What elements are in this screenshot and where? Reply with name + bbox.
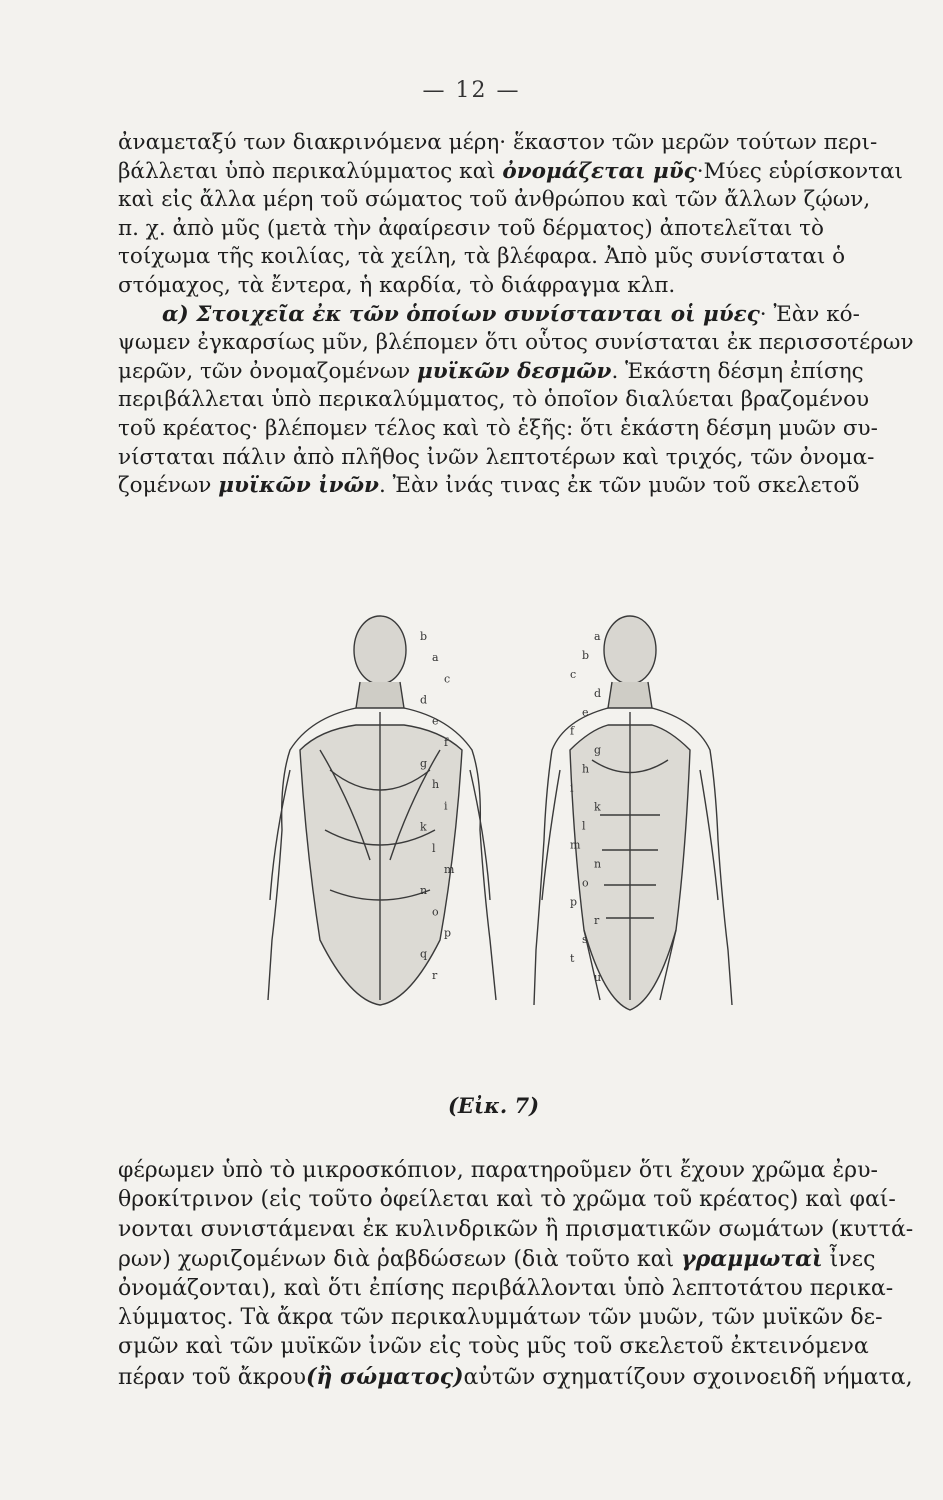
figure-label: n xyxy=(420,884,428,898)
figure-label: k xyxy=(420,820,427,834)
text-run: τοῦ κρέατος· βλέπομεν τέλος καὶ τὸ ἑξῆς: ὅτι ἑκάστη δέσμη μυῶν συ- xyxy=(118,415,878,441)
text-run: π. χ. ἀπὸ μῦς (μετὰ τὴν ἀφαίρεσιν τοῦ δέρματος) ἀποτελεῖται τὸ xyxy=(118,215,824,241)
text-line xyxy=(118,1363,913,1393)
emphasized-term: γραμμωταὶ xyxy=(681,1246,823,1273)
figure-label: i xyxy=(444,799,448,813)
text-line xyxy=(118,216,908,245)
figure-label: a xyxy=(432,651,439,665)
figure-back-view xyxy=(268,616,496,1005)
text-run: ἀναμεταξύ των διακρινόμενα μέρη· ἕκαστον τῶν μερῶν τούτων περι- xyxy=(118,130,878,155)
emphasized-term: ὀνομάζεται μῦς xyxy=(502,158,697,184)
figure-label: l xyxy=(432,841,436,855)
emphasized-term: α) Στοιχεῖα ἐκ τῶν ὁποίων συνίστανται οἱ μύες xyxy=(162,301,760,327)
figure-label: g xyxy=(420,757,428,771)
text-run: νίσταται πάλιν ἀπὸ πλῆθος ἰνῶν λεπτοτέρων καὶ τριχός, τῶν ὀνομα- xyxy=(118,444,875,470)
figure-label: d xyxy=(594,686,602,700)
figure-label: s xyxy=(582,933,588,947)
emphasized-term: μυϊκῶν δεσμῶν xyxy=(417,358,612,384)
text-run: φέρωμεν ὑπὸ τὸ μικροσκόπιον, παρατηροῦμεν ὅτι ἔχουν χρῶμα ἐρυ- xyxy=(118,1158,878,1183)
figure-label: p xyxy=(444,926,452,940)
figure-label: d xyxy=(420,693,428,707)
figure-label: o xyxy=(582,876,589,890)
figure-label: f xyxy=(570,724,575,738)
text-line xyxy=(118,1305,908,1334)
figure-label: m xyxy=(570,838,581,852)
figure-label: o xyxy=(432,905,439,919)
text-run: μερῶν, τῶν ὀνομαζομένων xyxy=(118,358,418,384)
text-line xyxy=(118,244,908,273)
text-line xyxy=(118,1158,908,1187)
text-run: . Ἐὰν ἰνάς τινας ἐκ τῶν μυῶν τοῦ σκελετοῦ xyxy=(378,473,860,499)
text-run: καὶ εἰς ἄλλα μέρη τοῦ σώματος τοῦ ἀνθρώπου καὶ τῶν ἄλλων ζῴων, xyxy=(118,187,871,213)
figure-label: e xyxy=(432,714,439,728)
text-run: τοίχωμα τῆς κοιλίας, τὰ χείλη, τὰ βλέφαρα. Ἀπὸ μῦς συνίσταται ὁ xyxy=(118,244,846,270)
text-run: αὐτῶν σχηματίζουν σχοινοειδῆ νήματα, xyxy=(463,1364,913,1390)
figure-caption: (Εἰκ. 7) xyxy=(448,1093,540,1118)
text-run: ὀνομάζονται), καὶ ὅτι ἐπίσης περιβάλλονται ὑπὸ λεπτοτάτου περικα- xyxy=(118,1275,894,1301)
figure-label: u xyxy=(594,971,602,985)
figure-label: n xyxy=(594,857,602,871)
text-run: ψωμεν ἐγκαρσίως μῦν, βλέπομεν ὅτι οὗτος συνίσταται ἐκ περισσοτέρων xyxy=(118,330,914,356)
text-line xyxy=(118,273,908,302)
figure-label: c xyxy=(444,672,451,686)
text-run: λύμματος. Τὰ ἄκρα τῶν περικαλυμμάτων τῶν μυῶν, τῶν μυϊκῶν δε- xyxy=(118,1304,883,1330)
text-line xyxy=(118,1187,908,1216)
figure-label: q xyxy=(420,947,428,961)
figure-label: c xyxy=(570,667,577,681)
text-line xyxy=(118,473,908,502)
figure-label: f xyxy=(444,735,449,749)
paragraph-top xyxy=(118,130,914,502)
figure-label: i xyxy=(570,781,574,795)
emphasized-term: (ἢ σώματος) xyxy=(305,1363,464,1390)
text-line xyxy=(118,1334,908,1363)
figure-label: h xyxy=(582,762,590,776)
emphasized-term: μυϊκῶν ἰνῶν xyxy=(218,473,379,499)
text-line xyxy=(118,187,908,216)
figure-label: r xyxy=(594,914,600,928)
text-run: · Ἐὰν κό- xyxy=(759,301,860,327)
figure-label: r xyxy=(432,968,438,982)
text-run: νονται συνιστάμεναι ἐκ κυλινδρικῶν ἢ πρισματικῶν σωμάτων (κυττά- xyxy=(118,1216,914,1242)
anatomy-figure xyxy=(220,600,780,1020)
text-line xyxy=(118,445,908,474)
page-number: — 12 — xyxy=(422,78,521,103)
text-run: ἶνες xyxy=(822,1247,876,1273)
figure-front-view xyxy=(534,616,732,1010)
muscle-illustration xyxy=(220,600,780,1020)
text-line xyxy=(118,159,908,188)
figure-label: t xyxy=(570,952,575,966)
text-line xyxy=(118,1216,914,1246)
text-run: ζομένων xyxy=(118,473,219,499)
figure-label: b xyxy=(420,630,428,643)
figure-label: p xyxy=(570,895,578,909)
text-run: περιβάλλεται ὑπὸ περικαλύμματος, τὸ ὁποῖον διαλύεται βραζομένου xyxy=(118,387,870,413)
figure-label: a xyxy=(594,630,601,643)
figure-label: k xyxy=(594,800,601,814)
text-line xyxy=(118,387,908,416)
text-line xyxy=(118,1276,908,1305)
text-line xyxy=(118,130,908,159)
text-run: ·Μύες εὑρίσκονται xyxy=(696,158,903,184)
figure-label: e xyxy=(582,705,589,719)
text-line xyxy=(118,359,908,388)
text-run: πέραν τοῦ ἄκρου xyxy=(118,1364,306,1390)
text-line xyxy=(118,302,908,331)
text-run: στόμαχος, τὰ ἔντερα, ἡ καρδία, τὸ διάφραγμα κλπ. xyxy=(118,272,676,298)
text-line xyxy=(118,330,914,359)
text-run: σμῶν καὶ τῶν μυϊκῶν ἰνῶν εἰς τοὺς μῦς τοῦ σκελετοῦ ἐκτεινόμενα xyxy=(118,1334,869,1360)
text-line xyxy=(118,1246,908,1275)
figure-label: b xyxy=(582,648,590,662)
text-line xyxy=(118,416,908,445)
figure-label: g xyxy=(594,743,602,757)
figure-label: h xyxy=(432,778,440,792)
text-run: . Ἑκάστη δέσμη ἐπίσης xyxy=(611,358,864,384)
text-run: ρων) χωριζομένων διὰ ῥαβδώσεων (διὰ τοῦτο καὶ xyxy=(118,1247,682,1273)
figure-label: l xyxy=(582,819,586,833)
text-run: βάλλεται ὑπὸ περικαλύμματος καὶ xyxy=(118,158,503,184)
paragraph-bottom xyxy=(118,1158,914,1393)
figure-label: m xyxy=(444,862,455,876)
text-run: θροκίτρινον (εἰς τοῦτο ὀφείλεται καὶ τὸ χρῶμα τοῦ κρέατος) καὶ φαί- xyxy=(118,1187,896,1213)
